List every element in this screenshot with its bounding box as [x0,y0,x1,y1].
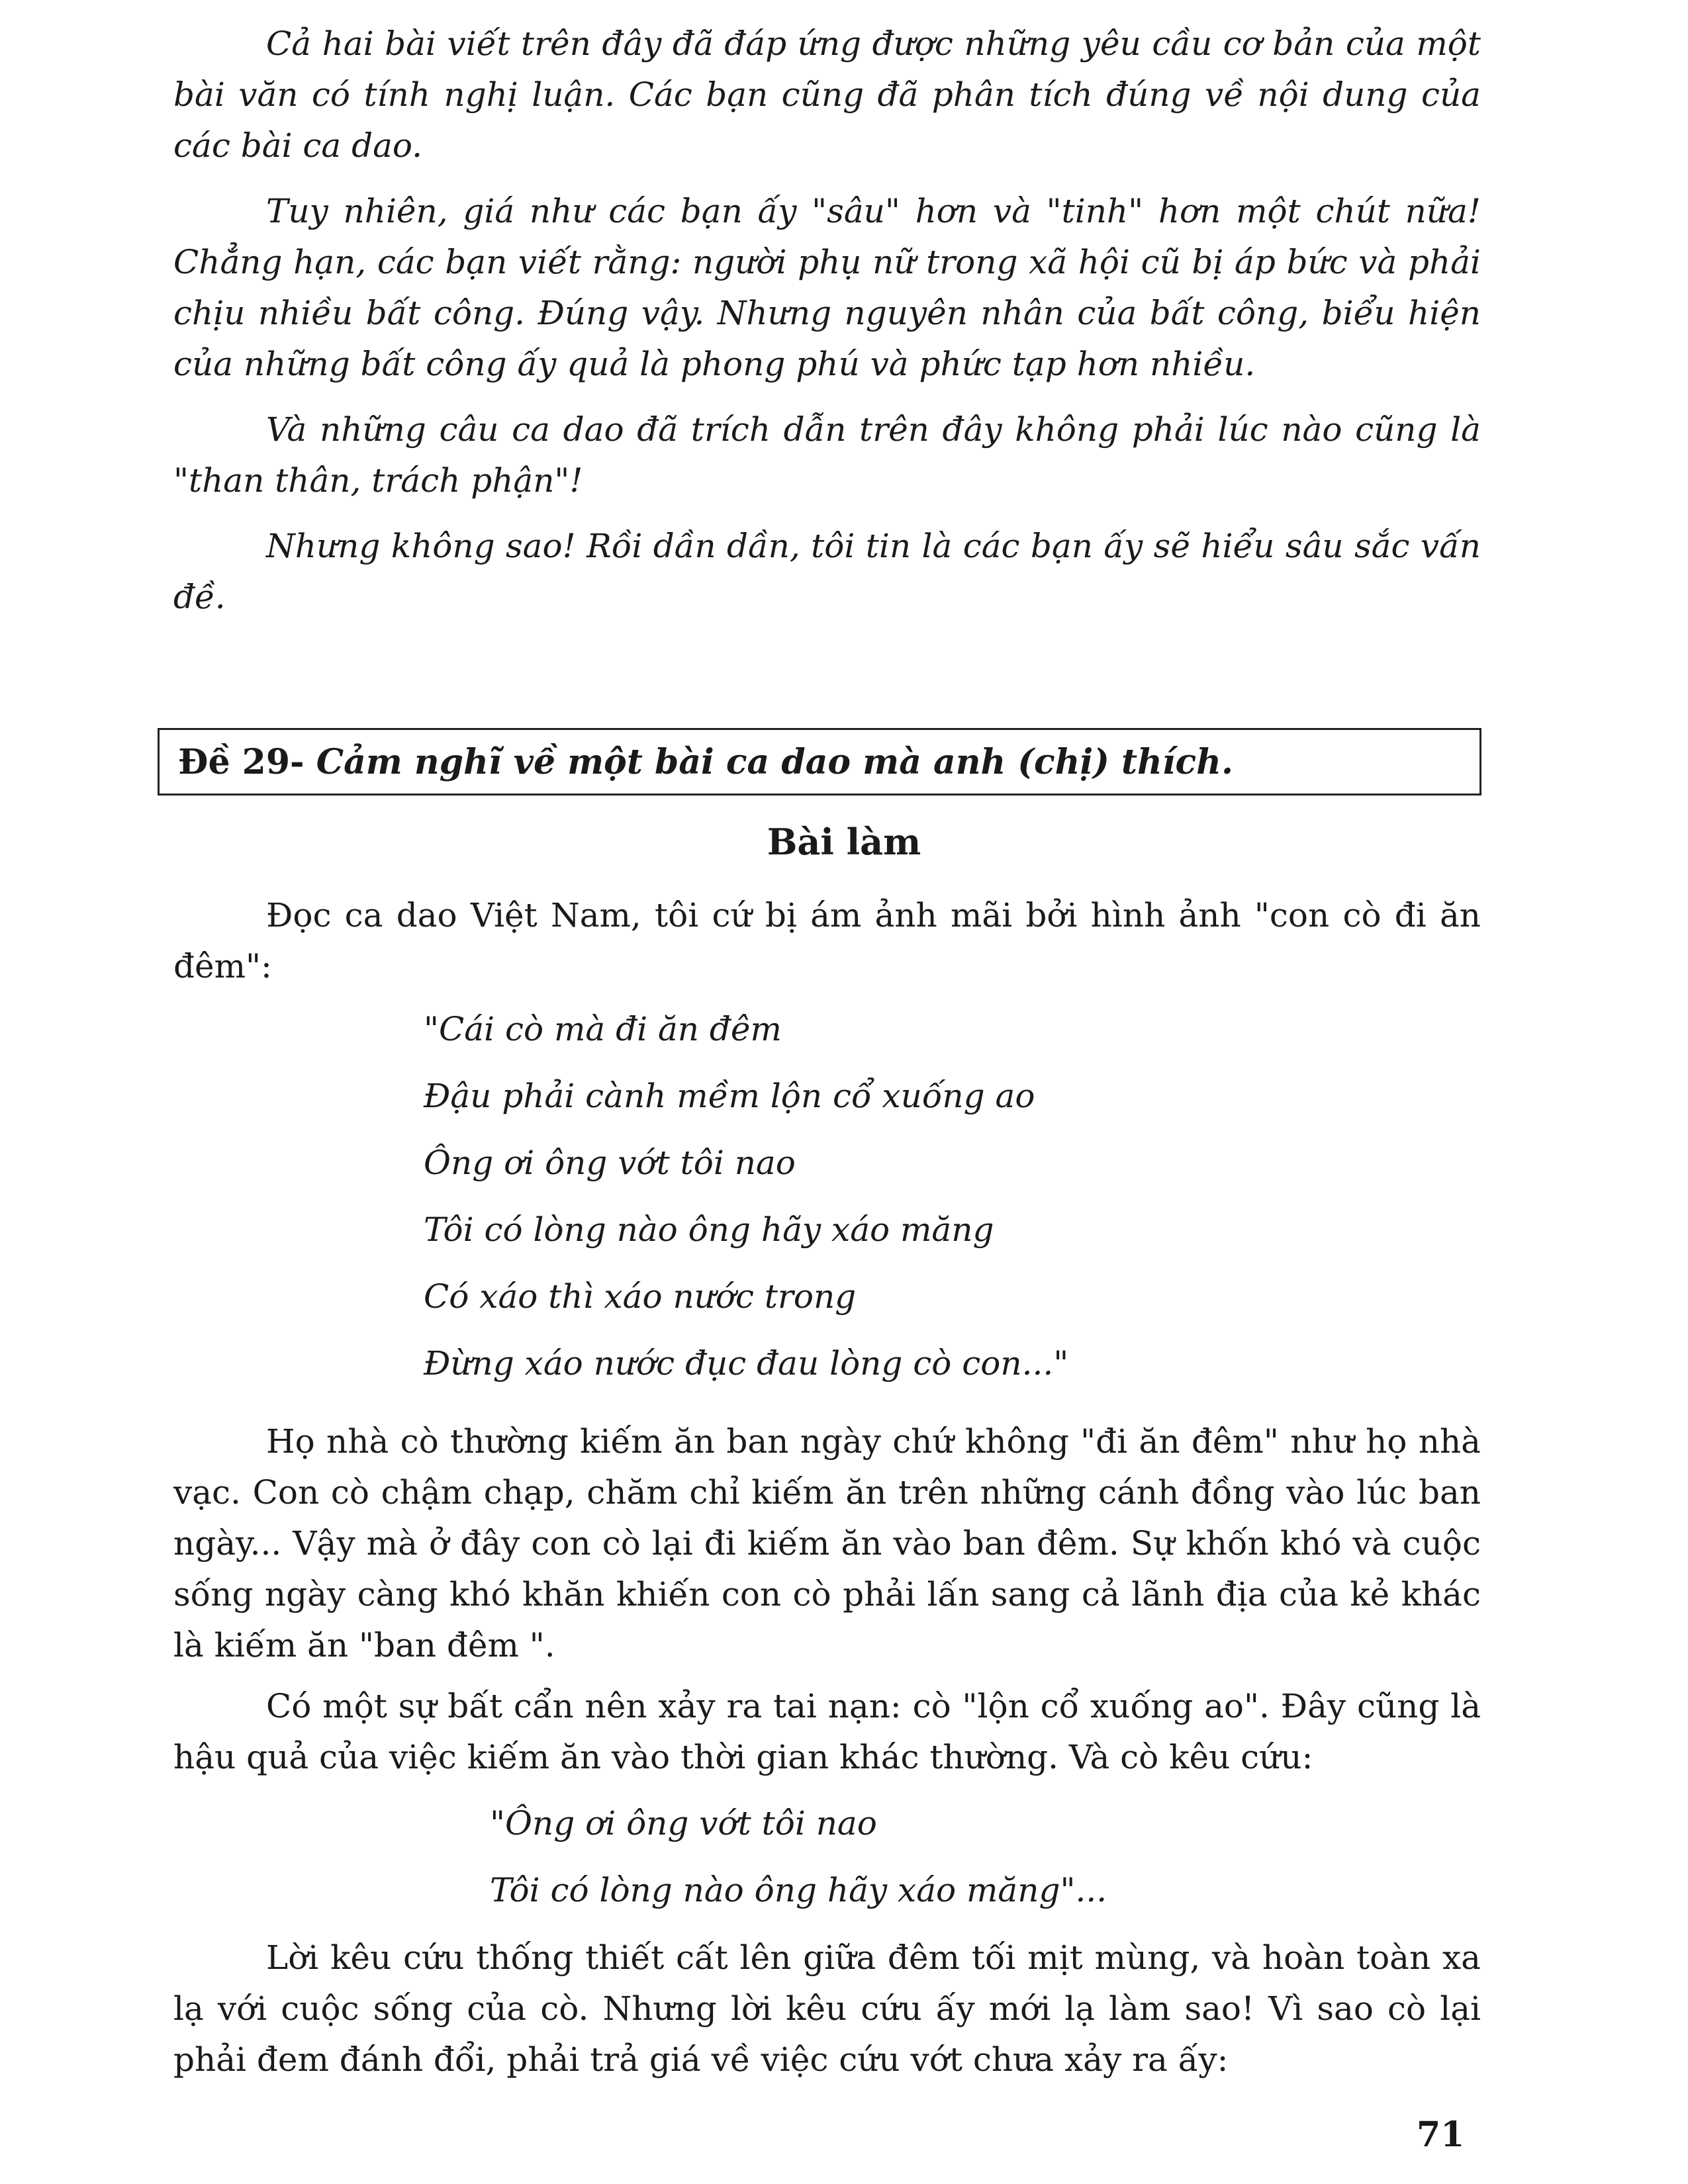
page-number: 71 [1417,2115,1465,2155]
essay-paragraph-4 [173,1933,1481,2085]
section-title: Bài làm [767,821,921,863]
poem-quote-1 [424,996,1068,1397]
exercise-heading-box [158,728,1481,796]
essay-paragraph-1 [173,890,1481,992]
poem-line: Ông ơi ông vớt tôi nao [424,1144,796,1182]
paragraph-text: Đọc ca dao Việt Nam, tôi cứ bị ám ảnh mãi bởi hình ảnh "con cò đi ăn đêm": [173,896,1481,985]
poem-line: Tôi có lòng nào ông hãy xáo măng [424,1210,994,1249]
paragraph-text: Có một sự bất cẩn nên xảy ra tai nạn: cò "lộn cổ xuống ao". Đây cũng là hậu quả của việc kiếm ăn vào thời gian khác thường. Và cò kêu cứu: [173,1687,1481,1776]
poem-line: Tôi có lòng nào ông hãy xáo măng"... [490,1871,1107,1909]
poem-line: Đậu phải cành mềm lộn cổ xuống ao [424,1077,1035,1115]
poem-line: Có xáo thì xáo nước trong [424,1277,857,1316]
poem-line: "Cái cò mà đi ăn đêm [424,1010,782,1048]
poem-quote-2 [490,1790,1107,1924]
paragraph-text: Họ nhà cò thường kiếm ăn ban ngày chứ không "đi ăn đêm" như họ nhà vạc. Con cò chậm chạp, chăm chỉ kiếm ăn trên những cánh đồng vào lúc ban ngày... Vậy mà ở đây con cò lại đi kiếm ăn vào ban đêm. Sự khốn khó và cuộc sống ngày càng khó khăn khiến con cò phải lấn sang cả lãnh địa của kẻ khác là kiếm ăn "ban đêm ". [173,1422,1481,1664]
commentary-paragraph: Nhưng không sao! Rồi dần dần, tôi tin là các bạn ấy sẽ hiểu sâu sắc vấn đề. [173,527,1481,616]
exercise-number: Đề 29- [178,742,305,782]
essay-paragraph-3 [173,1681,1481,1783]
essay-paragraph-2 [173,1416,1481,1671]
exercise-title: Cảm nghĩ về một bài ca dao mà anh (chị) thích. [316,742,1234,782]
poem-line: Đừng xáo nước đục đau lòng cò con..." [424,1344,1069,1383]
exercise-heading [178,742,1233,782]
poem-line: "Ông ơi ông vớt tôi nao [490,1804,877,1843]
commentary-paragraph: Tuy nhiên, giá như các bạn ấy "sâu" hơn và "tinh" hơn một chút nữa! Chẳng hạn, các bạn viết rằng: người phụ nữ trong xã hội cũ bị áp bức và phải chịu nhiều bất công. Đúng vậy. Nhưng nguyên nhân của bất công, biểu hiện của những bất công ấy quả là phong phú và phức tạp hơn nhiều. [173,192,1481,383]
commentary-paragraph: Và những câu ca dao đã trích dẫn trên đây không phải lúc nào cũng là "than thân, trách phận"! [173,410,1481,500]
teacher-commentary [173,19,1481,637]
paragraph-text: Lời kêu cứu thống thiết cất lên giữa đêm tối mịt mùng, và hoàn toàn xa lạ với cuộc sống của cò. Nhưng lời kêu cứu ấy mới lạ làm sao! Vì sao cò lại phải đem đánh đổi, phải trả giá về việc cứu vớt chưa xảy ra ấy: [173,1938,1481,2079]
commentary-paragraph: Cả hai bài viết trên đây đã đáp ứng được những yêu cầu cơ bản của một bài văn có tính nghị luận. Các bạn cũng đã phân tích đúng về nội dung của các bài ca dao. [173,24,1481,165]
